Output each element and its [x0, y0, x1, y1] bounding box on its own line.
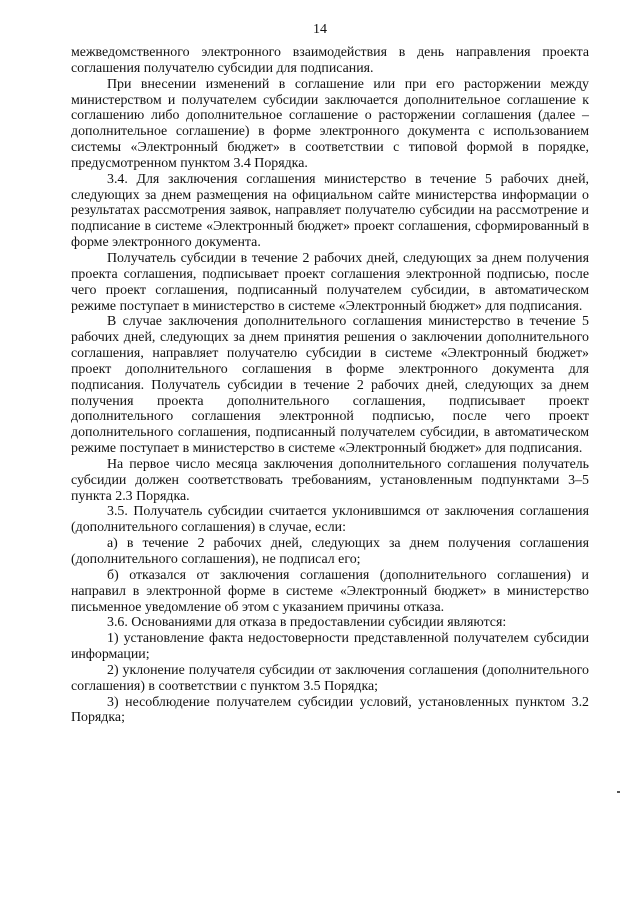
- page-number: 14: [313, 22, 327, 37]
- paragraph-clause-3-5: 3.5. Получатель субсидии считается уклонившимся от заключения соглашения (дополнительного соглашения) в случае, если:: [71, 504, 589, 536]
- paragraph-continuation: межведомственного электронного взаимодействия в день направления проекта соглашения получателю субсидии для подписания.: [71, 45, 589, 76]
- paragraph-requirements: На первое число месяца заключения дополнительного соглашения получатель субсидии должен соответствовать требованиям, установленным подпунктами 3–5 пункта 2.3 Порядка.: [71, 456, 589, 504]
- document-body: [71, 45, 589, 726]
- list-item-2: 2) уклонение получателя субсидии от заключения соглашения (дополнительного соглашения) в соответствии с пунктом 3.5 Порядка;: [71, 662, 589, 694]
- scan-artifact: [617, 791, 620, 793]
- list-item-b: б) отказался от заключения соглашения (дополнительного соглашения) и направил в электронной форме в системе «Электронный бюджет» в министерство письменное уведомление об этом с указанием причины отказа.: [71, 567, 589, 615]
- paragraph-clause-3-4: 3.4. Для заключения соглашения министерство в течение 5 рабочих дней, следующих за днем размещения на официальном сайте министерства информации о результатах рассмотрения заявок, направляет получателю субсидии на рассмотрение и подписание в системе «Электронный бюджет» проект соглашения, сформированный в форме электронного документа.: [71, 171, 589, 251]
- list-item-3: 3) несоблюдение получателем субсидии условий, установленных пунктом 3.2 Порядка;: [71, 694, 589, 726]
- paragraph-recipient-signing: Получатель субсидии в течение 2 рабочих дней, следующих за днем получения проекта соглашения, подписывает проект соглашения электронной подписью, после чего проект соглашения, подписанный получателем субсидии, в автоматическом режиме поступает в министерство в системе «Электронный бюджет» для подписания.: [71, 250, 589, 314]
- list-item-1: 1) установление факта недостоверности представленной получателем субсидии информации;: [71, 631, 589, 663]
- paragraph-amendment: При внесении изменений в соглашение или при его расторжении между министерством и получателем субсидии заключается дополнительное соглашение к соглашению либо дополнительное соглашение о расторжении соглашения (далее – дополнительное соглашение) в форме электронного документа с использованием системы «Электронный бюджет» в соответствии с типовой формой в порядке, предусмотренном пунктом 3.4 Порядка.: [71, 76, 589, 171]
- paragraph-additional-agreement: В случае заключения дополнительного соглашения министерство в течение 5 рабочих дней, следующих за днем принятия решения о заключении дополнительного соглашения, направляет получателю субсидии в системе «Электронный бюджет» проект дополнительного соглашения в форме электронного документа для подписания. Получатель субсидии в течение 2 рабочих дней, следующих за днем получения проекта дополнительного соглашения, подписывает проект дополнительного соглашения электронной подписью, после чего проект дополнительного соглашения, подписанный получателем субсидии, в автоматическом режиме поступает в министерство в системе «Электронный бюджет» для подписания.: [71, 314, 589, 457]
- paragraph-clause-3-6: 3.6. Основаниями для отказа в предоставлении субсидии являются:: [107, 615, 507, 631]
- list-item-a: а) в течение 2 рабочих дней, следующих за днем получения соглашения (дополнительного соглашения), не подписал его;: [71, 536, 589, 567]
